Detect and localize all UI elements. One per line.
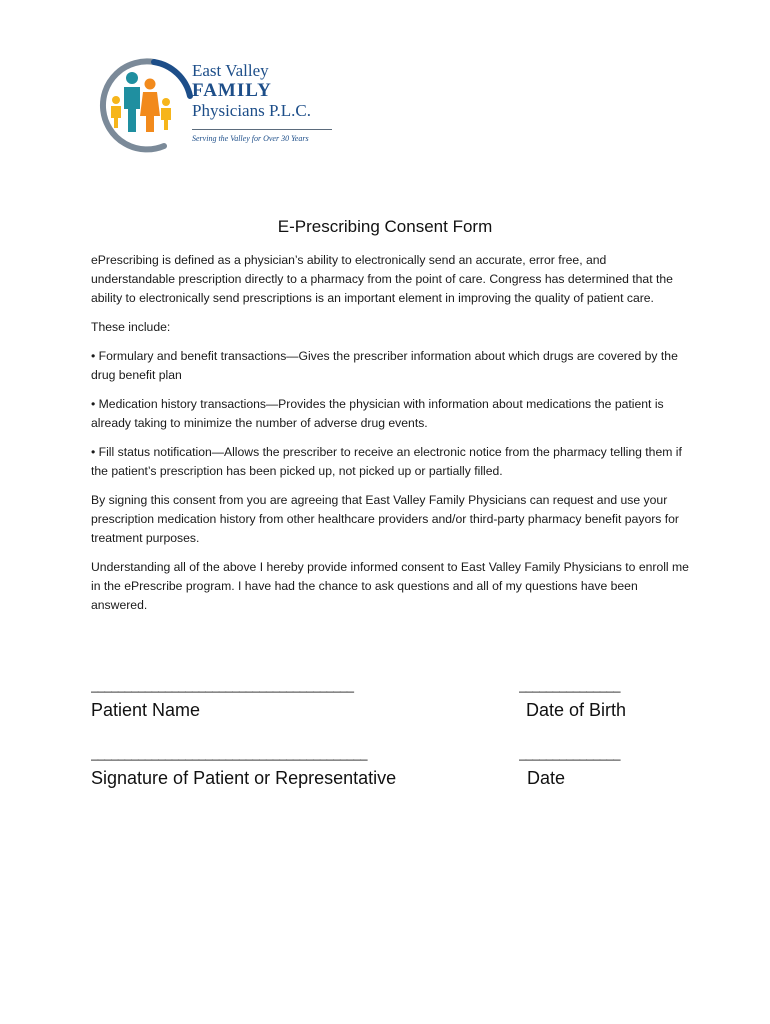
- logo-divider: [192, 129, 332, 130]
- dob-label: Date of Birth: [526, 700, 627, 720]
- consent-paragraph: By signing this consent from you are agreeing that East Valley Family Physicians can request and use your prescription medication history from other healthcare providers and/or third-party pharmacy benefit payors for treatment purposes.: [91, 493, 679, 545]
- date-label: Date: [527, 768, 566, 788]
- practice-name-line2: FAMILY: [192, 80, 272, 101]
- dob-line[interactable]: _______________: [519, 678, 620, 693]
- bullet-fill-status: • Fill status notification—Allows the prescriber to receive an electronic notice from the pharmacy telling them if the patient’s prescription has been picked up, not picked up or partially filled.: [91, 445, 682, 478]
- signature-label: Signature of Patient or Representative: [91, 768, 397, 788]
- practice-name-line1: East Valley: [192, 61, 269, 80]
- intro-paragraph: ePrescribing is defined as a physician’s ability to electronically send an accurate, error free, and understandable prescription directly to a pharmacy from the point of care. Congress has determined that the ability to electronically send prescriptions is an important element in improving the quality of patient care.: [91, 253, 673, 305]
- practice-name: [192, 62, 311, 121]
- signature-line[interactable]: _________________________________________: [91, 746, 367, 761]
- form-body: [91, 251, 691, 625]
- bullet-medication-history: • Medication history transactions—Provides the physician with information about medications the patient is already taking to minimize the number of adverse drug events.: [91, 397, 664, 430]
- family-logo-icon: [94, 54, 194, 154]
- practice-logo: [94, 54, 334, 154]
- acknowledgement-paragraph: Understanding all of the above I hereby provide informed consent to East Valley Family Physicians to enroll me in the ePrescribe program. I have had the chance to ask questions and all of my questions have been answered.: [91, 560, 689, 612]
- patient-name-line[interactable]: _______________________________________: [91, 678, 354, 693]
- patient-name-label: Patient Name: [91, 700, 201, 720]
- list-heading: These include:: [91, 320, 171, 334]
- practice-name-line3: Physicians P.L.C.: [192, 101, 312, 120]
- form-title: E-Prescribing Consent Form: [277, 217, 493, 236]
- date-line[interactable]: _______________: [519, 746, 620, 761]
- bullet-formulary: • Formulary and benefit transactions—Gives the prescriber information about which drugs are covered by the drug benefit plan: [91, 349, 678, 382]
- practice-tagline: Serving the Valley for Over 30 Years: [192, 134, 309, 143]
